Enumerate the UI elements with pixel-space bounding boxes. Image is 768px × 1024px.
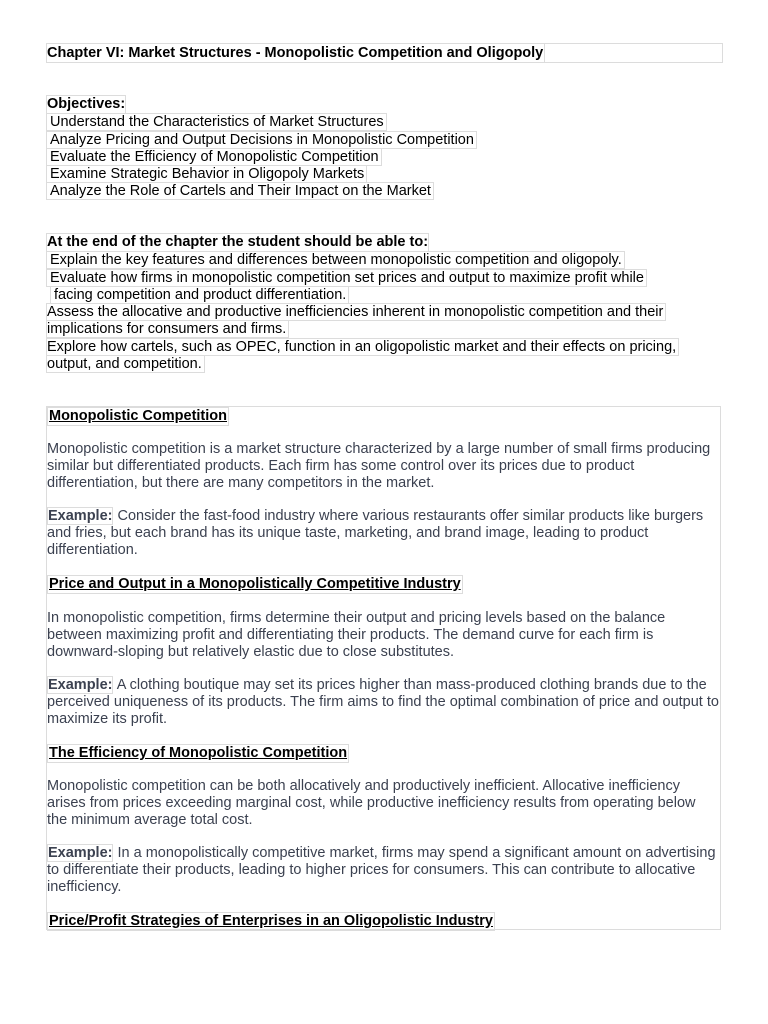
objectives-heading: Objectives: [46, 95, 126, 114]
outcome-line: facing competition and product differentiation. [46, 287, 679, 304]
section-title-monopolistic-competition: Monopolistic Competition [49, 408, 228, 424]
outcome-line: Explore how cartels, such as OPEC, function in an oligopolistic market and their effects on pricing, [46, 339, 679, 356]
example-label: Example: [48, 508, 113, 524]
chapter-title-bar [46, 43, 723, 63]
outcome-line: Evaluate how firms in monopolistic competition set prices and output to maximize profit while [46, 270, 679, 287]
outcome-line: Assess the allocative and productive inefficiencies inherent in monopolistic competition and their [46, 304, 679, 321]
section-title-price-output: Price and Output in a Monopolistically Competitive Industry [49, 576, 461, 592]
example-label: Example: [48, 845, 113, 861]
objective-item: Analyze Pricing and Output Decisions in Monopolistic Competition [46, 132, 477, 149]
section-body: In monopolistic competition, firms determine their output and pricing levels based on the balance between maximizing profit and differentiating their products. The demand curve for each firm is downward-sloping but relatively elastic due to close substitutes. [47, 610, 666, 660]
example-label: Example: [48, 677, 113, 693]
section-example: Example: In a monopolistically competitive market, firms may spend a significant amount on advertising to differentiate their products, leading to higher prices for consumers. This can contribute to allocative inefficiency. [47, 845, 716, 895]
section-title-oligopoly-strategies: Price/Profit Strategies of Enterprises in an Oligopolistic Industry [49, 913, 493, 929]
chapter-title: Chapter VI: Market Structures - Monopolistic Competition and Oligopoly [47, 45, 544, 61]
objectives-block [46, 95, 477, 201]
objective-item: Analyze the Role of Cartels and Their Impact on the Market [46, 183, 477, 200]
section-example: Example: A clothing boutique may set its prices higher than mass-produced clothing brands due to the perceived uniqueness of its products. The firm aims to find the optimal combination of price and output to maximize its profit. [47, 677, 719, 727]
objective-item: Examine Strategic Behavior in Oligopoly Markets [46, 166, 477, 183]
objective-item: Understand the Characteristics of Market Structures [46, 114, 477, 131]
outcomes-heading: At the end of the chapter the student should be able to: [46, 233, 429, 252]
objective-item: Evaluate the Efficiency of Monopolistic Competition [46, 149, 477, 166]
content-panel [46, 406, 721, 930]
section-title-efficiency: The Efficiency of Monopolistic Competition [49, 745, 348, 761]
section-body: Monopolistic competition can be both allocatively and productively inefficient. Allocative inefficiency arises from prices exceeding marginal cost, while productive inefficiency results from operating below the minimum average total cost. [47, 778, 696, 828]
outcomes-block [46, 233, 679, 373]
outcome-line: Explain the key features and differences between monopolistic competition and oligopoly. [46, 252, 679, 269]
outcome-line: output, and competition. [46, 356, 679, 373]
section-example: Example: Consider the fast-food industry where various restaurants offer similar products like burgers and fries, but each brand has its unique taste, marketing, and brand image, leading to product differentiation. [47, 508, 704, 558]
section-body: Monopolistic competition is a market structure characterized by a large number of small firms producing similar but differentiated products. Each firm has some control over its prices due to product differentiation, but there are many competitors in the market. [47, 441, 711, 491]
outcome-line: implications for consumers and firms. [46, 321, 679, 338]
